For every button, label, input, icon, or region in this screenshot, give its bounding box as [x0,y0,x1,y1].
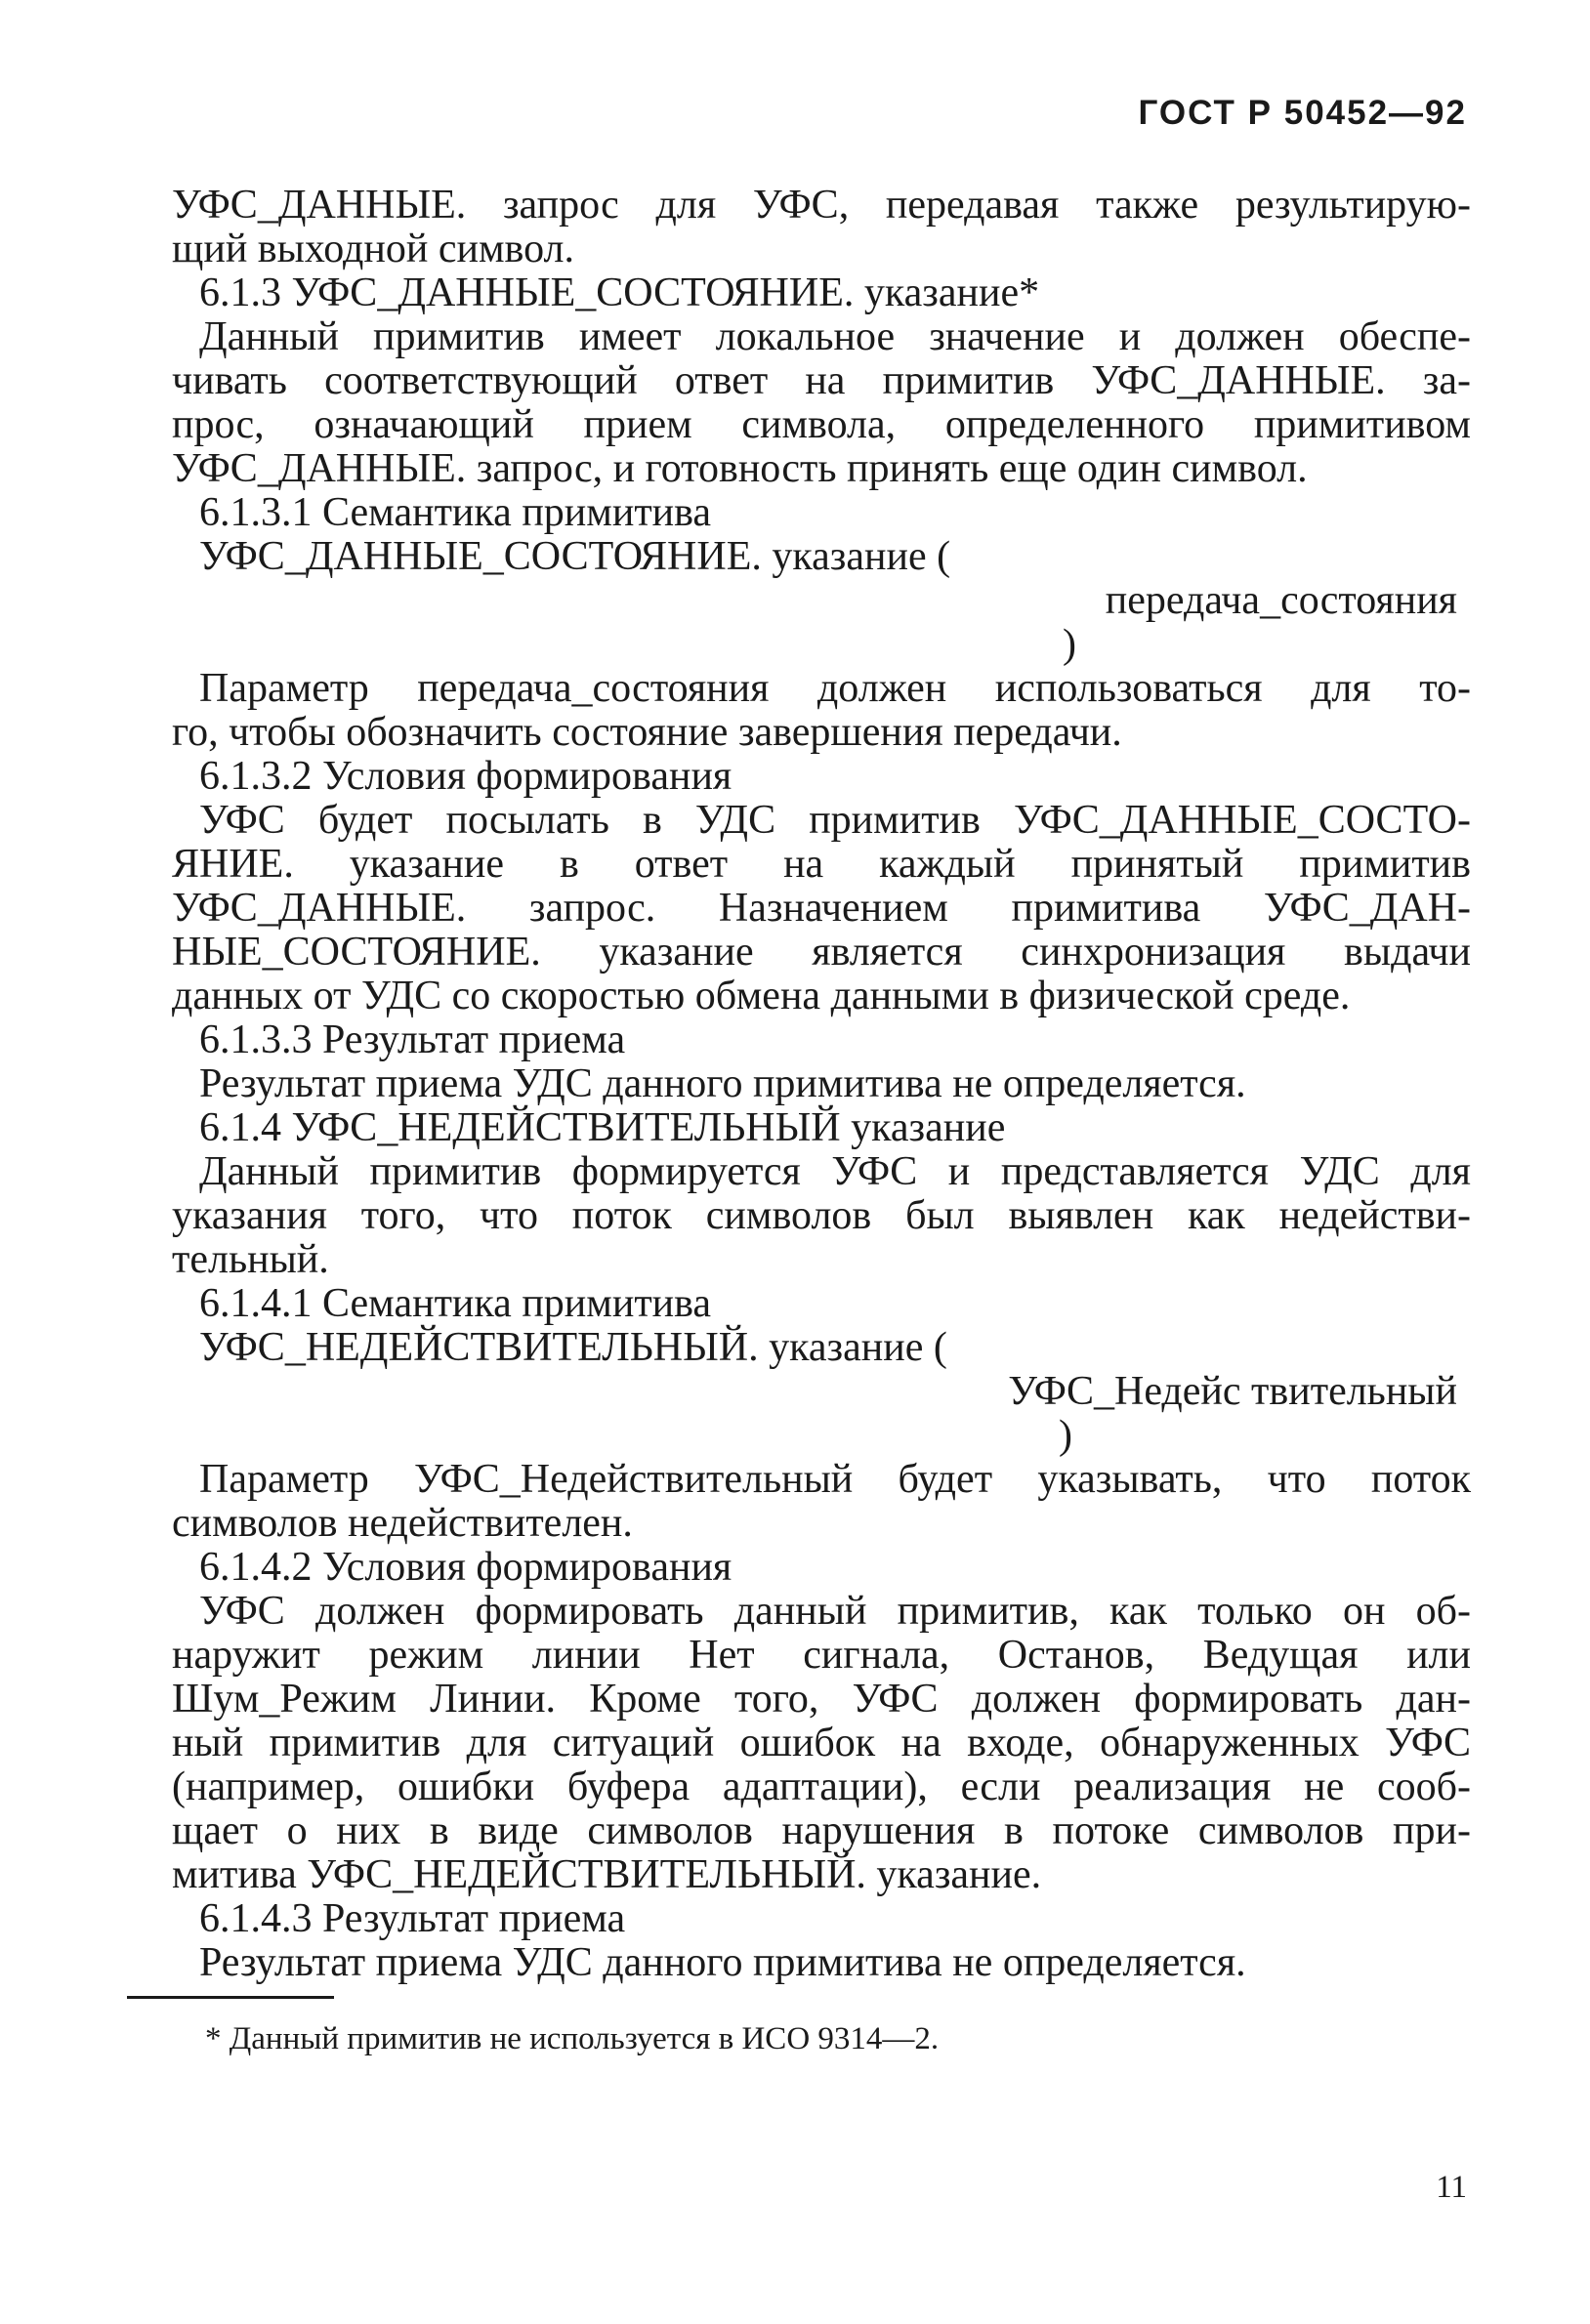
text-line: 6.1.3 УФС_ДАННЫЕ_СОСТОЯНИЕ. указание* [199,270,1040,315]
text-line: УФС_ДАННЫЕ. запрос для УФС, передавая также результирую- [172,183,1471,228]
footnote-separator [127,1996,334,1999]
text-line: 6.1.4 УФС_НЕДЕЙСТВИТЕЛЬНЫЙ указание [199,1105,1006,1150]
text-line: прос, означающий прием символа, определенного примитивом [172,402,1471,447]
text-line: наружит режим линии Нет сигнала, Останов, Ведущая или [172,1633,1471,1678]
text-line: указания того, что поток символов был выявлен как недействи- [172,1193,1471,1238]
text-line: Данный примитив имеет локальное значение и должен обеспе- [199,314,1471,359]
text-line: го, чтобы обозначить состояние завершения передачи. [172,710,1122,755]
text-line: передача_состояния [1105,578,1457,623]
text-line: УФС_ДАННЫЕ. запрос. Назначением примитива УФС_ДАН- [172,886,1471,931]
text-line: Результат приема УДС данного примитива не определяется. [199,1061,1246,1106]
body-text [172,184,1471,1985]
text-line: 6.1.4.2 Условия формирования [199,1545,732,1590]
text-line: УФС_ДАННЫЕ_СОСТОЯНИЕ. указание ( [199,534,951,579]
standard-header: ГОСТ Р 50452—92 [1138,94,1467,132]
text-line: 6.1.3.1 Семантика примитива [199,490,712,535]
page-number: 11 [1436,2170,1467,2205]
text-line: УФС_НЕДЕЙСТВИТЕЛЬНЫЙ. указание ( [199,1325,947,1370]
text-line: НЫЕ_СОСТОЯНИЕ. указание является синхронизация выдачи [172,930,1471,975]
text-line: УФС_ДАННЫЕ. запрос, и готовность принять еще один символ. [172,446,1308,491]
text-line: Данный примитив формируется УФС и представляется УДС для [199,1149,1471,1194]
text-line: (например, ошибки буфера адаптации), если реализация не сооб- [172,1764,1471,1809]
text-line: Параметр передача_состояния должен использоваться для то- [199,666,1471,711]
text-line: символов недействителен. [172,1501,633,1546]
text-line: тельный. [172,1237,329,1282]
text-line: ный примитив для ситуаций ошибок на входе, обнаруженных УФС [172,1721,1471,1765]
text-line: 6.1.3.2 Условия формирования [199,754,732,799]
text-line: щий выходной символ. [172,227,575,271]
text-line: чивать соответствующий ответ на примитив УФС_ДАННЫЕ. за- [172,358,1471,403]
text-line: Параметр УФС_Недействительный будет указывать, что поток [199,1457,1471,1502]
text-line: Шум_Режим Линии. Кроме того, УФС должен формировать дан- [172,1677,1471,1722]
text-line: данных от УДС со скоростью обмена данными в физической среде. [172,974,1351,1018]
text-line: митива УФС_НЕДЕЙСТВИТЕЛЬНЫЙ. указание. [172,1852,1042,1897]
text-line: 6.1.3.3 Результат приема [199,1017,626,1062]
text-line: 6.1.4.3 Результат приема [199,1896,626,1941]
text-line: ) [1059,1413,1072,1458]
footnote: * Данный примитив не используется в ИСО 9314—2. [205,2021,940,2056]
text-line: ЯНИЕ. указание в ответ на каждый принятый примитив [172,842,1471,887]
text-line: 6.1.4.1 Семантика примитива [199,1281,712,1326]
text-line: щает о них в виде символов нарушения в потоке символов при- [172,1808,1471,1853]
text-line: ) [1063,622,1076,667]
text-line: УФС должен формировать данный примитив, как только он об- [199,1589,1471,1634]
text-line: УФС_Недейс твительный [1008,1369,1457,1414]
text-line: УФС будет посылать в УДС примитив УФС_ДАННЫЕ_СОСТО- [199,798,1471,843]
text-line: Результат приема УДС данного примитива не определяется. [199,1940,1246,1985]
